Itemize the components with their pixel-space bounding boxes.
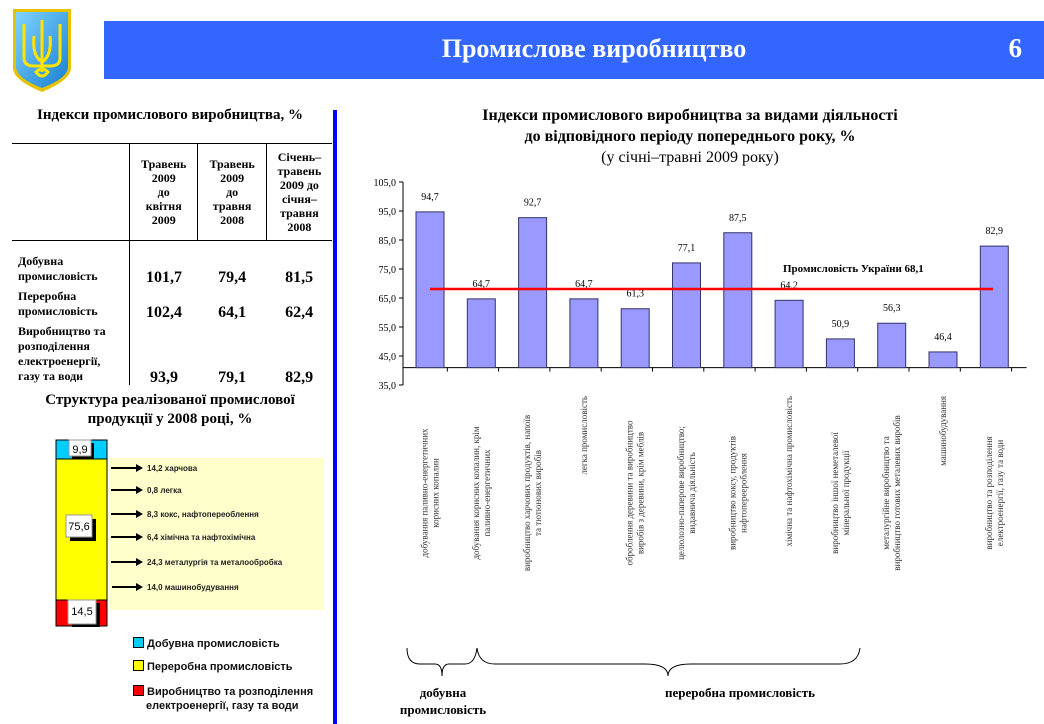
row-label [12, 320, 130, 385]
structure-chart [0, 430, 330, 630]
breakdown-label: 14,2 харчова [147, 464, 198, 473]
category-label-line: виробництво готових металевих виробів [892, 415, 903, 571]
category-label [420, 428, 441, 558]
category-label-line: целюлозно-паперове виробництво; [676, 426, 686, 560]
table-cell: 102,4 [145, 303, 182, 321]
category-label [625, 420, 646, 565]
brace-processing [477, 648, 860, 676]
breakdown-label: 14,0 машинобудування [147, 583, 239, 592]
bar [570, 299, 598, 368]
breakdown-label: 24,3 металургія та металообробка [147, 558, 283, 567]
y-tick-label: 55,0 [378, 323, 396, 334]
category-label-line: металургійне виробництво та [881, 436, 892, 550]
bar [878, 323, 906, 367]
category-label-line: добування паливно-енергетичних [419, 428, 430, 558]
category-label [727, 436, 748, 550]
text-line: травня [212, 199, 252, 213]
bar-value-label: 77,1 [677, 242, 696, 254]
category-label-line: машинобудування [938, 396, 948, 466]
bar-value-label: 64,7 [575, 278, 593, 290]
category-label-line: нафтопереероблення [738, 453, 749, 533]
category-label-line: добування корисних копалин, крім [470, 426, 481, 560]
table-cell: 101,7 [145, 268, 182, 286]
bar-value-label: 56,3 [882, 303, 901, 315]
category-label-line: виробництво коксу, продуктів [727, 435, 738, 551]
y-tick-label: 35,0 [378, 381, 396, 392]
table-cell: 64,1 [218, 303, 247, 321]
text-line: продукції у 2008 році, % [87, 411, 253, 427]
text-line: промисловість [18, 268, 98, 283]
category-label-line: виробництво та розподілення [983, 436, 994, 550]
legend-label: електроенергії, газу та води [146, 700, 299, 712]
y-tick-label: 95,0 [378, 207, 396, 218]
table-header-cell [266, 144, 332, 241]
bar-value-label: 64,7 [472, 278, 491, 290]
row-label [12, 241, 130, 285]
segment-value: 75,6 [68, 521, 90, 533]
y-tick-label: 85,0 [378, 236, 396, 247]
category-label [830, 432, 851, 554]
legend-item-mining [133, 637, 280, 651]
bar [673, 263, 701, 368]
category-label-line: оброблення деревини та виробництво [624, 420, 635, 566]
category-label [784, 396, 794, 547]
category-label [676, 426, 697, 560]
text-line: квітня [145, 199, 182, 213]
bar [775, 300, 803, 367]
row-label [12, 285, 130, 320]
text-line: травня [280, 206, 319, 220]
bar-value-label: 87,5 [729, 212, 747, 224]
text-line: 2009 [151, 171, 176, 185]
category-label-line: хімічна та нафтохімічна промисловість [784, 396, 795, 547]
text-line: 2008 [287, 220, 312, 234]
bar-chart [360, 170, 1030, 640]
text-line: 2009 [151, 213, 176, 227]
text-line: розподілення [18, 338, 90, 353]
breakdown-label: 6,4 хімічна та нафтохімічна [147, 533, 256, 542]
category-label-line: виробництво харчових продуктів, напоїв [522, 414, 533, 572]
bar [929, 352, 957, 368]
group-braces [380, 640, 1020, 680]
breakdown-label: 8,3 кокс, нафтопереоблення [147, 510, 259, 519]
legend-item-processing [133, 660, 293, 674]
bar-value-label: 94,7 [421, 191, 439, 203]
category-label-line: виробів з деревини, крім меблів [635, 431, 646, 555]
text-line: Індекси промислового виробництва за видами діяльності [482, 107, 898, 124]
table-header-row [12, 144, 332, 241]
table-header-empty [12, 144, 130, 241]
label-box-mining [69, 440, 94, 459]
segment-value: 14,5 [71, 606, 93, 618]
table-row [12, 285, 332, 320]
text-line: до відповідного періоду попереднього року, % [524, 128, 856, 145]
text-line: промисловість [18, 303, 98, 318]
legend-item-energy [133, 685, 313, 713]
text-line: 2009 до [279, 178, 319, 192]
category-label [881, 415, 902, 570]
text-line: Переробна [18, 288, 77, 303]
header-bar [104, 21, 1044, 79]
table-header-cell [198, 144, 266, 241]
bar [467, 299, 495, 368]
category-label-line: мінеральної продукції [840, 450, 851, 536]
text-line: 2008 [220, 213, 245, 227]
text-line: до [157, 185, 170, 199]
bar-value-label: 61,3 [626, 288, 644, 300]
category-label-line: паливно-енергетичних [481, 449, 492, 537]
text-line: переробна промисловість [665, 685, 815, 700]
category-label-line: електроенергії, газу та води [994, 439, 1005, 547]
legend-label: Добувна промисловість [147, 638, 280, 650]
text-line: травень [277, 164, 322, 178]
reference-label: Промисловість України 68,1 [783, 263, 924, 276]
legend-label: Переробна промисловість [147, 661, 293, 673]
legend-swatch [133, 637, 144, 648]
category-label-line: та тютюнових виробів [533, 449, 544, 537]
table-cell: 81,5 [285, 268, 314, 286]
text-line: Виробництво та [18, 323, 106, 338]
bar-value-label: 92,7 [523, 197, 542, 209]
category-label-line: виробництво іншої неметалевої [829, 432, 840, 554]
category-label-line: легка промисловість [578, 396, 589, 475]
category-label-line: корисних копалин [430, 458, 441, 528]
bar [826, 339, 854, 368]
chart-subtitle: (у січні–травні 2009 року) [601, 149, 779, 166]
text-line: промисловість [399, 702, 487, 717]
label-box-processing [66, 515, 96, 541]
category-label [579, 396, 589, 475]
bar [519, 218, 547, 368]
breakdown-label: 0,8 легка [147, 486, 182, 495]
bar [980, 246, 1008, 368]
table-cell: 79,4 [218, 268, 247, 286]
text-line: Добувна [18, 253, 64, 268]
text-line: Травень [141, 157, 187, 171]
text-line: Структура реалізованої промислової [45, 392, 295, 408]
table-cell: 62,4 [285, 303, 314, 321]
legend-label: Виробництво та розподілення [147, 686, 314, 698]
segment-value: 9,9 [72, 444, 88, 456]
text-line: Травень [209, 157, 255, 171]
y-tick-label: 45,0 [378, 352, 396, 363]
bar-value-label: 46,4 [934, 331, 952, 343]
category-label [471, 426, 492, 559]
category-label-line: видавнича діяльність [687, 452, 697, 534]
text-line: 2009 [220, 171, 245, 185]
chart-title [360, 105, 1020, 147]
table-cell: 82,9 [285, 368, 314, 386]
text-line: добувна [419, 685, 467, 700]
text-line: електроенергії, [18, 353, 101, 368]
bar-value-label: 50,9 [831, 318, 850, 330]
bar-value-label: 64,2 [780, 280, 798, 292]
label-box-energy [68, 600, 100, 627]
bar-value-label: 82,9 [985, 226, 1004, 238]
group-label-processing [620, 684, 860, 701]
table-row [12, 241, 332, 285]
group-label-mining [398, 684, 488, 718]
legend-swatch [133, 660, 144, 671]
table-header-cell [130, 144, 198, 241]
table-cell: 79,1 [218, 368, 247, 386]
bar [621, 309, 649, 368]
page-title: Промислове виробництво [441, 34, 747, 63]
category-label [984, 436, 1005, 549]
brace-mining [407, 648, 477, 676]
index-table-title: Індекси промислового виробництва, % [37, 107, 303, 123]
y-tick-label: 105,0 [373, 178, 396, 189]
category-label [938, 396, 948, 466]
text-line: до [226, 185, 239, 199]
coat-of-arms-emblem [10, 6, 74, 94]
y-tick-label: 65,0 [378, 294, 396, 305]
bar [724, 233, 752, 368]
table-row [12, 320, 332, 385]
structure-title [0, 391, 340, 429]
y-tick-label: 75,0 [378, 265, 396, 276]
text-line: січня– [281, 192, 317, 206]
page-number: 6 [1008, 33, 1022, 63]
table-cell: 93,9 [149, 368, 178, 386]
legend-swatch [133, 685, 144, 696]
category-label [522, 415, 543, 571]
text-line: Січень– [277, 150, 322, 164]
index-table [12, 143, 332, 385]
text-line: газу та води [18, 368, 84, 383]
